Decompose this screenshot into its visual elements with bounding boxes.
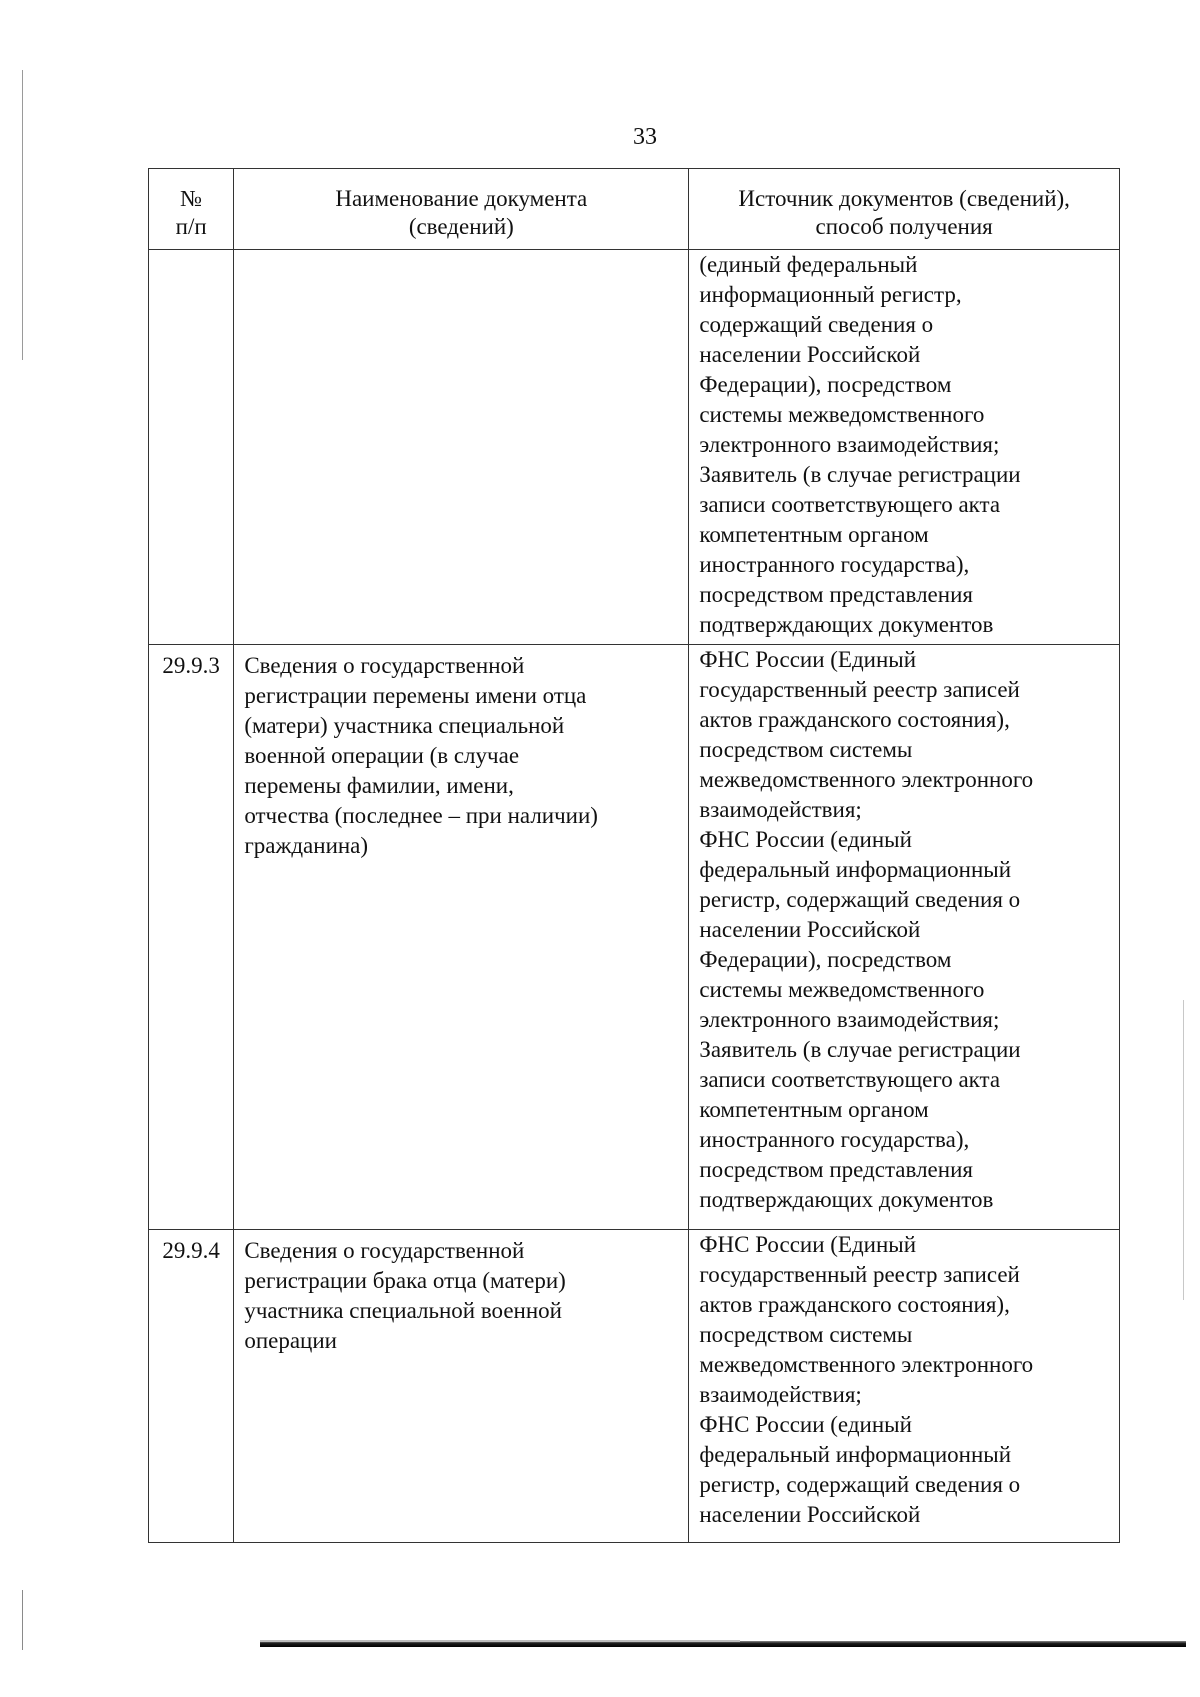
source-line: населении Российской: [699, 342, 921, 367]
source-line: федеральный информационный: [699, 1442, 1012, 1467]
source-line: Заявитель (в случае регистрации: [699, 1037, 1021, 1062]
name-line: Сведения о государственной: [244, 653, 525, 678]
source-line: посредством системы: [699, 1322, 913, 1347]
documents-table: [148, 168, 1120, 1543]
header-source-line: Источник документов (сведений),: [738, 186, 1070, 211]
source-line: посредством системы: [699, 737, 913, 762]
source-line: содержащий сведения о: [699, 312, 934, 337]
row-source-cell: [689, 1230, 1120, 1543]
row-name-cell: [234, 1230, 689, 1543]
source-line: системы межведомственного: [699, 977, 985, 1002]
source-line: населении Российской: [699, 917, 921, 942]
source-line: федеральный информационный: [699, 857, 1012, 882]
source-line: взаимодействия;: [699, 1382, 862, 1407]
row-source-cell: [689, 250, 1120, 645]
source-line: регистр, содержащий сведения о: [699, 887, 1021, 912]
source-line: Федерации), посредством: [699, 372, 952, 397]
source-line: системы межведомственного: [699, 402, 985, 427]
source-line: Федерации), посредством: [699, 947, 952, 972]
header-name: [234, 169, 689, 250]
table-header-row: [149, 169, 1120, 250]
source-line: электронного взаимодействия;: [699, 432, 1000, 457]
header-num: [149, 169, 234, 250]
source-line: Заявитель (в случае регистрации: [699, 462, 1021, 487]
source-line: записи соответствующего акта: [699, 1067, 1001, 1092]
source-line: населении Российской: [699, 1502, 921, 1527]
scan-artifact-right: [1183, 1000, 1184, 1300]
name-line: Сведения о государственной: [244, 1238, 525, 1263]
source-line: межведомственного электронного: [699, 767, 1034, 792]
source-line: электронного взаимодействия;: [699, 1007, 1000, 1032]
source-line: подтверждающих документов: [699, 1187, 994, 1212]
name-line: операции: [244, 1328, 337, 1353]
source-line: подтверждающих документов: [699, 612, 994, 637]
scan-artifact-left: [22, 70, 23, 360]
row-source-cell: [689, 645, 1120, 1230]
page-number: 33: [633, 124, 657, 150]
header-num-line: №: [180, 186, 203, 211]
header-name-line: (сведений): [408, 214, 514, 239]
row-name-cell: [234, 645, 689, 1230]
table-row: [149, 250, 1120, 645]
table-row: [149, 645, 1120, 1230]
scan-artifact-bottom-bar: [260, 1641, 1186, 1647]
row-num-cell: 29.9.4: [149, 1230, 234, 1543]
source-line: посредством представления: [699, 1157, 973, 1182]
name-line: отчества (последнее – при наличии): [244, 803, 598, 828]
header-num-line: п/п: [175, 214, 207, 239]
header-source: [689, 169, 1120, 250]
name-line: гражданина): [244, 833, 369, 858]
name-line: военной операции (в случае: [244, 743, 520, 768]
source-line: государственный реестр записей: [699, 1262, 1020, 1287]
source-line: компетентным органом: [699, 1097, 929, 1122]
source-line: ФНС России (Единый: [699, 647, 917, 672]
row-name-cell: [234, 250, 689, 645]
source-line: взаимодействия;: [699, 797, 862, 822]
name-line: (матери) участника специальной: [244, 713, 565, 738]
name-line: перемены фамилии, имени,: [244, 773, 514, 798]
source-line: иностранного государства),: [699, 552, 970, 577]
source-line: ФНС России (единый: [699, 827, 912, 852]
table-row: [149, 1230, 1120, 1543]
header-name-line: Наименование документа: [335, 186, 588, 211]
row-num-cell: [149, 250, 234, 645]
source-line: (единый федеральный: [699, 252, 918, 277]
name-line: участника специальной военной: [244, 1298, 562, 1323]
source-line: ФНС России (Единый: [699, 1232, 917, 1257]
source-line: межведомственного электронного: [699, 1352, 1034, 1377]
source-line: записи соответствующего акта: [699, 492, 1001, 517]
source-line: посредством представления: [699, 582, 973, 607]
source-line: иностранного государства),: [699, 1127, 970, 1152]
name-line: регистрации перемены имени отца: [244, 683, 587, 708]
source-line: информационный регистр,: [699, 282, 962, 307]
source-line: компетентным органом: [699, 522, 929, 547]
source-line: актов гражданского состояния),: [699, 707, 1010, 732]
scan-artifact-left-lower: [22, 1590, 23, 1650]
source-line: регистр, содержащий сведения о: [699, 1472, 1021, 1497]
source-line: актов гражданского состояния),: [699, 1292, 1010, 1317]
name-line: регистрации брака отца (матери): [244, 1268, 566, 1293]
source-line: ФНС России (единый: [699, 1412, 912, 1437]
source-line: государственный реестр записей: [699, 677, 1020, 702]
header-source-line: способ получения: [815, 214, 993, 239]
row-num-cell: 29.9.3: [149, 645, 234, 1230]
